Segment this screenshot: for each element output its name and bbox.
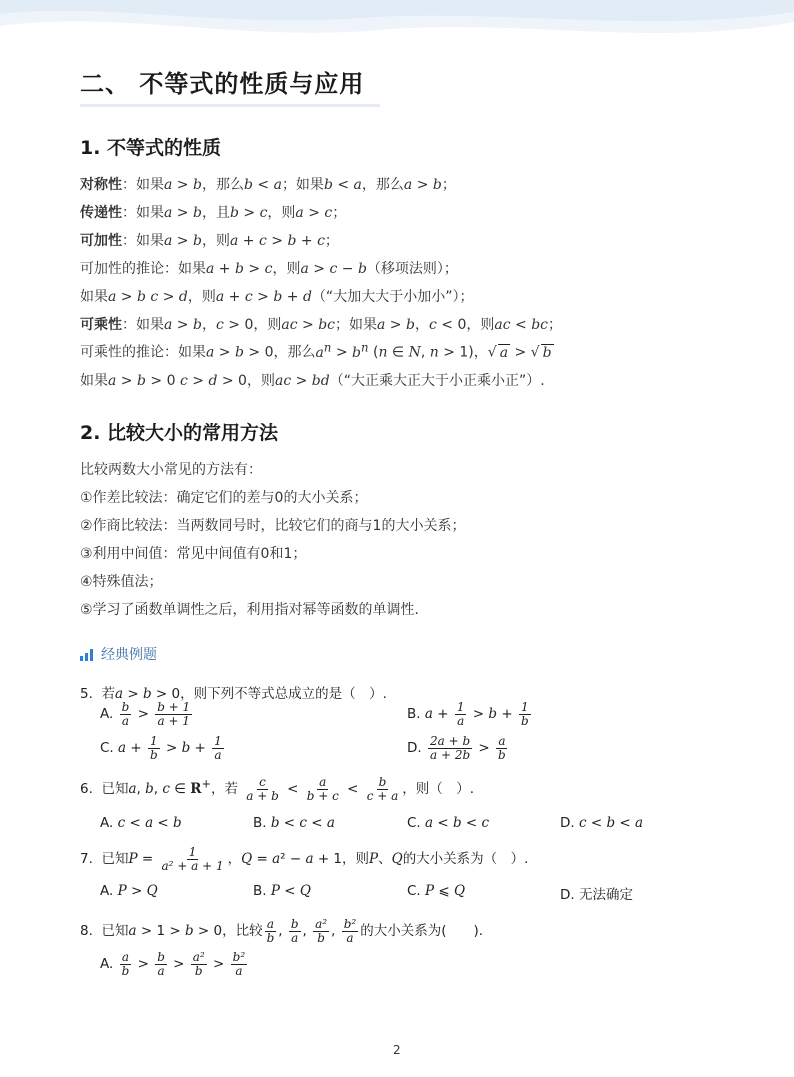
method-quotient: ②作商比较法：当两数同号时，比较它们的商与1的大小关系； xyxy=(80,518,466,534)
question-5-option-a[interactable]: A. $\frac{b}{a}$ > $\frac{b + 1}{a + 1}$ xyxy=(100,700,191,728)
question-8-option-a[interactable]: A. $\frac{a}{b}$ > $\frac{b}{a}$ > $\frac{\text{a²}}{b}$ > $\frac{\text{b²}}{a}$ xyxy=(100,950,246,978)
question-6-option-c[interactable]: C. a < b < c xyxy=(407,815,490,831)
additivity-rule: 如果a > b c > d，则a + c > b + d（“大加大大于小加小”）； xyxy=(80,289,474,305)
question-6-option-a[interactable]: A. c < a < b xyxy=(100,815,182,831)
question-7-option-c[interactable]: C. P ⩽ Q xyxy=(407,883,466,899)
question-8-stem: 8. 已知a > 1 > b > 0，比较 $\frac{a}{b}$ , $\frac{b}{a}$ , $\frac{\text{a²}}{b}$ , $\frac{\text{b²}}{a}$ 的大小关系为( ). xyxy=(80,917,484,945)
additivity-corollary: 可加性的推论：如果a + b > c，则a > c − b（移项法则）； xyxy=(80,261,458,277)
property-multiplicativity: 可乘性：如果a > b，c > 0，则ac > bc；如果a > b，c < 0，则ac < bc； xyxy=(80,317,562,333)
property-transitivity: 传递性：如果a > b，且b > c，则a > c； xyxy=(80,205,347,221)
page-number: 2 xyxy=(393,1043,401,1057)
section1-heading: 1. 不等式的性质 xyxy=(80,137,222,159)
property-additivity: 可加性：如果a > b，则a + c > b + c； xyxy=(80,233,339,249)
method-special-value: ④特殊值法； xyxy=(80,574,163,590)
header-wave-decoration xyxy=(0,0,794,60)
method-intermediate: ③利用中间值：常见中间值有0和1； xyxy=(80,546,307,562)
question-7-option-b[interactable]: B. P < Q xyxy=(253,883,311,899)
page-title: 二、 不等式的性质与应用 xyxy=(80,70,365,98)
title-underline xyxy=(80,104,380,107)
methods-intro: 比较两数大小常见的方法有： xyxy=(80,462,262,478)
property-symmetry: 对称性：如果a > b，那么b < a；如果b < a，那么a > b； xyxy=(80,177,456,193)
question-5-option-b[interactable]: B. a + $\frac{1}{a}$ > b + $\frac{1}{b}$ xyxy=(407,700,529,728)
question-5-option-d[interactable]: D. $\frac{2a + b}{a + 2b}$ > $\frac{a}{b}$ xyxy=(407,734,506,762)
method-difference: ①作差比较法：确定它们的差与0的大小关系； xyxy=(80,490,368,506)
multiplicativity-rule: 如果a > b > 0 c > d > 0，则ac > bd（“大正乘大正大于小正乘小正”）. xyxy=(80,373,545,389)
method-monotonicity: ⑤学习了函数单调性之后，利用指对幂等函数的单调性． xyxy=(80,602,429,618)
question-6-stem: 6. 已知a, b, c ∈ R+，若 $\frac{c}{a + b}$ < $\frac{a}{b + c}$ < $\frac{b}{c + a}$ ，则（ ）. xyxy=(80,775,475,803)
examples-label: 经典例题 xyxy=(80,644,157,664)
question-7-option-a[interactable]: A. P > Q xyxy=(100,883,158,899)
question-7-option-d[interactable]: D. 无法确定 xyxy=(560,887,633,903)
question-7-stem: 7. 已知P = $\frac{1}{\text{a² + a + 1}}$ ，Q = a² − a + 1，则P、Q的大小关系为（ ）. xyxy=(80,845,529,873)
section2-heading: 2. 比较大小的常用方法 xyxy=(80,422,279,444)
question-6-option-d[interactable]: D. c < b < a xyxy=(560,815,644,831)
bar-chart-icon xyxy=(80,649,93,661)
multiplicativity-corollary: 可乘性的推论：如果a > b > 0，那么$a^n > b^n$ (n ∈ N, n > 1)，√ a > √ b xyxy=(80,340,552,361)
question-6-option-b[interactable]: B. b < c < a xyxy=(253,815,335,831)
question-5-stem: 5. 若a > b > 0，则下列不等式总成立的是（ ）. xyxy=(80,686,387,702)
question-5-option-c[interactable]: C. a + $\frac{1}{b}$ > b + $\frac{1}{a}$ xyxy=(100,734,222,762)
